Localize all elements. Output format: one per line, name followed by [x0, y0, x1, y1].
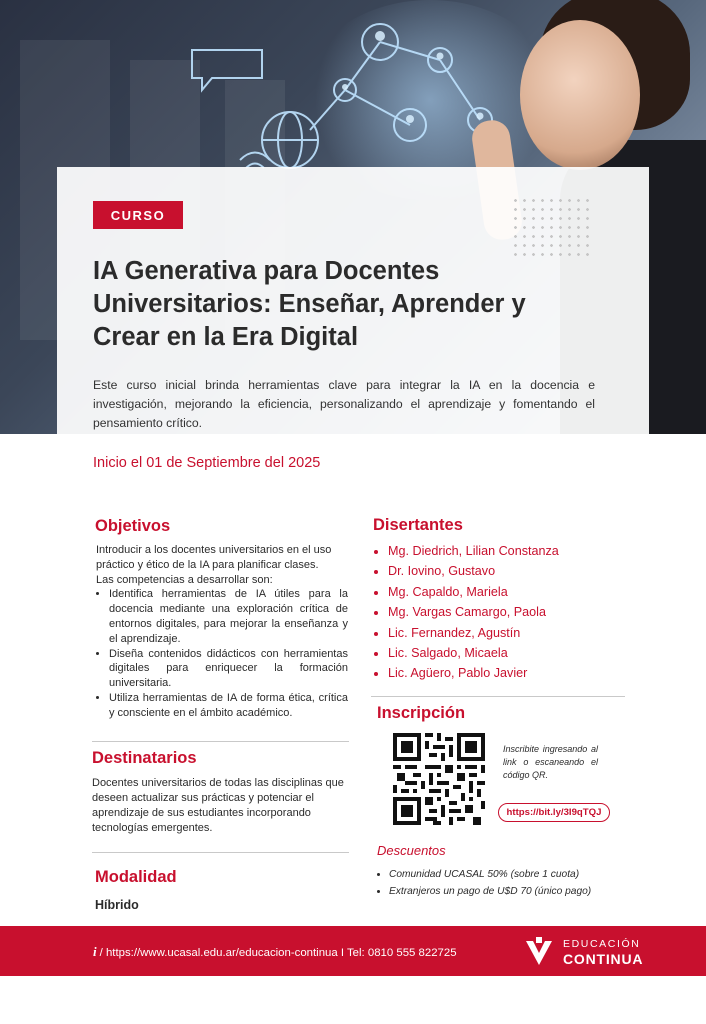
modality-heading: Modalidad	[95, 868, 177, 886]
footer-contact	[93, 944, 457, 960]
qr-code-icon[interactable]	[393, 733, 485, 825]
discounts-list	[377, 866, 591, 900]
course-badge: CURSO	[93, 201, 183, 229]
start-date: Inicio el 01 de Septiembre del 2025	[93, 455, 321, 471]
objectives-intro: Introducir a los docentes universitarios en el uso práctico y ético de la IA para planificar clases.	[96, 544, 332, 571]
list-item: • Extranjeros un pago de U$D 70 (único pago)	[389, 883, 591, 900]
audience-text: Docentes universitarios de todas las disciplinas que deseen actualizar sus prácticas y potenciar el aprendizaje de sus estudiantes incorporando tecnologías emergentes.	[92, 777, 344, 834]
info-icon: i	[93, 944, 97, 959]
ai-network-icon	[180, 0, 510, 180]
list-item: • Comunidad UCASAL 50% (sobre 1 cuota)	[389, 866, 591, 883]
objectives-section	[96, 543, 348, 721]
competencies-list	[96, 587, 348, 720]
list-item: • Mg. Vargas Camargo, Paola	[388, 602, 559, 622]
speakers-heading: Disertantes	[373, 516, 463, 534]
dots-pattern-icon	[511, 196, 591, 256]
registration-note: Inscribite ingresando al link o escaneando el código QR.	[503, 744, 598, 780]
list-item: • Lic. Fernandez, Agustín	[388, 623, 559, 643]
list-item: • Lic. Agüero, Pablo Javier	[388, 663, 559, 683]
logo-text-top: EDUCACIÓN	[563, 938, 641, 950]
list-item: • Identifica herramientas de IA útiles para la docencia mediante una exploración crítica de entornos digitales, para mejorar la enseñanza y el aprendizaje.	[109, 587, 348, 646]
course-title: IA Generativa para Docentes Universitarios: Enseñar, Aprender y Crear en la Era Digital	[93, 257, 526, 351]
registration-link[interactable]: https://bit.ly/3I9qTQJ	[498, 803, 610, 822]
list-item: • Lic. Salgado, Micaela	[388, 643, 559, 663]
audience-heading: Destinatarios	[92, 749, 197, 767]
list-item: • Mg. Capaldo, Mariela	[388, 582, 559, 602]
registration-heading: Inscripción	[377, 704, 466, 722]
list-item: • Mg. Diedrich, Lilian Constanza	[388, 541, 559, 561]
divider	[92, 852, 349, 853]
list-item: • Utiliza herramientas de IA de forma ética, crítica y consciente en el ámbito académico.	[109, 691, 348, 721]
list-item: • Diseña contenidos didácticos con herramientas digitales para enriquecer la formación universitaria.	[109, 647, 348, 691]
divider	[371, 696, 625, 697]
objectives-heading: Objetivos	[95, 517, 171, 535]
course-intro: Este curso inicial brinda herramientas clave para integrar la IA en la docencia e investigación, mejorando la eficiencia, personalizando el aprendizaje y fomentando el pensamiento crítico.	[93, 378, 595, 430]
modality-value: Híbrido	[95, 898, 139, 912]
list-item: • Dr. Iovino, Gustavo	[388, 561, 559, 581]
speakers-list	[373, 541, 559, 684]
discounts-heading: Descuentos	[377, 843, 446, 858]
competencies-label: Las competencias a desarrollar son:	[96, 573, 273, 586]
divider	[92, 741, 349, 742]
footer-contact-text[interactable]: / https://www.ucasal.edu.ar/educacion-continua I Tel: 0810 555 822725	[99, 947, 457, 959]
logo-text-bottom: CONTINUA	[563, 951, 644, 967]
ucasal-logo-icon	[525, 937, 553, 967]
